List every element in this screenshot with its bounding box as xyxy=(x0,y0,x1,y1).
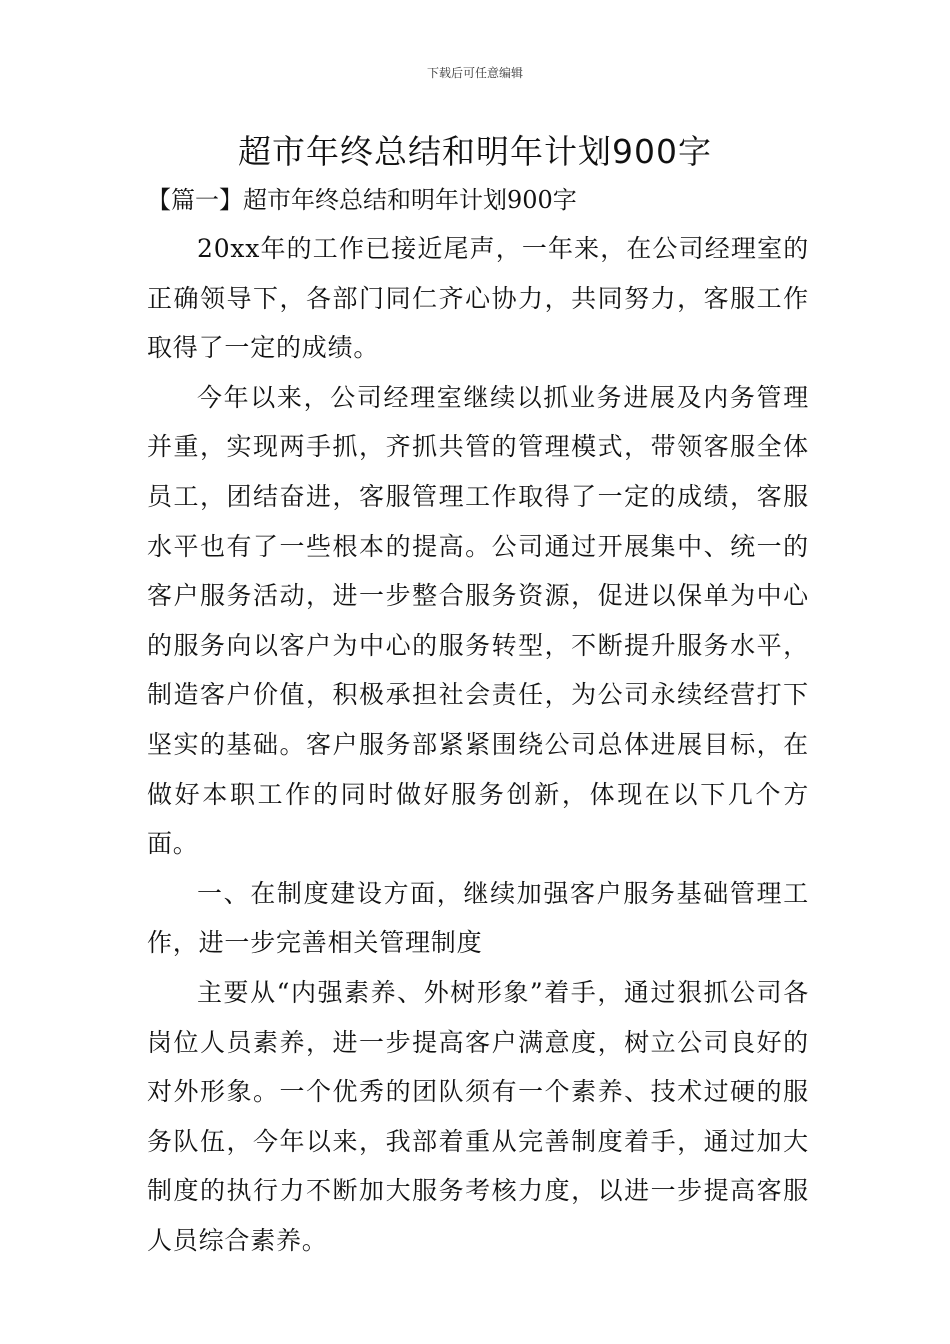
paragraph-item-one-heading: 一、在制度建设方面，继续加强客户服务基础管理工作，进一步完善相关管理制度 xyxy=(147,878,809,958)
document-body xyxy=(147,224,809,1265)
paragraph-intro: 20xx年的工作已接近尾声，一年来，在公司经理室的正确领导下，各部门同仁齐心协力，共同努力，客服工作取得了一定的成绩。 xyxy=(147,234,809,363)
paragraph-progress: 今年以来，公司经理室继续以抓业务进展及内务管理并重，实现两手抓，齐抓共管的管理模式，带领客服全体员工，团结奋进，客服管理工作取得了一定的成绩，客服水平也有了一些根本的提高。公司通过开展集中、统一的客户服务活动，进一步整合服务资源，促进以保单为中心的服务向以客户为中心的服务转型，不断提升服务水平，制造客户价值，积极承担社会责任，为公司永续经营打下坚实的基础。客户服务部紧紧围绕公司总体进展目标，在做好本职工作的同时做好服务创新，体现在以下几个方面。 xyxy=(147,382,809,859)
paragraph-quality: 主要从“内强素养、外树形象”着手，通过狠抓公司各岗位人员素养，进一步提高客户满意度，树立公司良好的对外形象。一个优秀的团队须有一个素养、技术过硬的服务队伍，今年以来，我部着重从完善制度着手，通过加大制度的执行力不断加大服务考核力度，以进一步提高客服人员综合素养。 xyxy=(147,977,809,1255)
section-heading: 【篇一】超市年终总结和明年计划900字 xyxy=(147,186,577,214)
header-note: 下载后可任意编辑 xyxy=(426,66,523,80)
document-title: 超市年终总结和明年计划900字 xyxy=(238,132,712,171)
